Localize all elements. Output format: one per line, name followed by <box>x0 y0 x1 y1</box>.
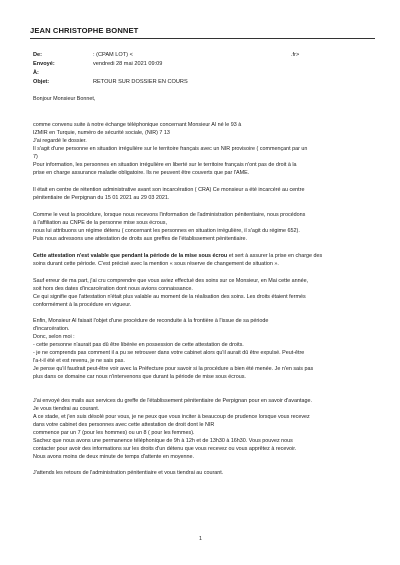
body-line: soins durant cette période. C'est précisé avec la mention « sous réserve de changement de situation ». <box>33 261 279 267</box>
body-line: conformément à la procédure en vigueur. <box>33 302 132 308</box>
body-line: dans votre cabinet des personnes avec cette attestation de droit dont le NIR <box>33 422 215 428</box>
body-line: J'ai regardé le dossier. <box>33 138 87 144</box>
body-line: Sauf erreur de ma part, j'ai cru comprendre que vous aviez effectué des soins sur ce Monsieur, en Mai cette année, <box>33 278 309 284</box>
sender-name: JEAN CHRISTOPHE BONNET <box>30 26 139 35</box>
body-line-emphasis <box>33 253 322 260</box>
body-line: d'incarcération. <box>33 326 70 332</box>
validity-text-rest: et sert à assurer la prise en charge des <box>227 253 323 259</box>
from-value: : (CPAM LOT) < <box>93 52 133 58</box>
greeting: Bonjour Monsieur Bonnet, <box>33 96 96 102</box>
body-line: nous lui attribuons un régime détenu ( concernant les personnes en situation irrégulière, il s'agit du régime 652). <box>33 228 300 234</box>
body-line: commence par un 7 (pour les hommes) ou un 8 ( pour les femmes). <box>33 430 195 436</box>
body-line: Enfin, Monsieur Al faisait l'objet d'une procédure de reconduite à la frontière à l'issue de sa période <box>33 318 269 324</box>
body-line: soit hors des dates d'incarcération dont nous avions connaissance. <box>33 286 193 292</box>
body-line: contacter pour avoir des informations sur les droits d'un détenu que vous recevez ou vous apprêtez à recevoir. <box>33 446 297 452</box>
subject-value: RETOUR SUR DOSSIER EN COURS <box>93 79 188 85</box>
sent-label: Envoyé: <box>33 61 55 67</box>
body-line: Nous avons moins de deux minute de temps d'attente en moyenne. <box>33 454 195 460</box>
body-line: l'a-t-il été et est revenu, je ne sais pas. <box>33 358 125 364</box>
body-line: 7) <box>33 154 38 160</box>
body-line: Je pense qu'il faudrait peut-être voir avec la Préfecture pour savoir si la procédure a bien été menée. Je n'en sais pas <box>33 366 314 372</box>
body-line: Je vous tiendrai au courant. <box>33 406 100 412</box>
header-top-rule <box>30 38 375 39</box>
sent-value: vendredi 28 mai 2021 09:09 <box>93 61 163 67</box>
from-label: De: <box>33 52 43 58</box>
body-line: Donc, selon moi : <box>33 334 75 340</box>
body-line: - je ne comprends pas comment il a pu se retrouver dans votre cabinet alors qu'il aurait dû être expulsé. Peut-être <box>33 350 305 356</box>
body-line: Il était en centre de rétention administrative avant son incarcération ( CRA) Ce monsieur a été incarcéré au centre <box>33 187 305 193</box>
bold-validity-text: Cette attestation n'est valable que pendant la période de la mise sous écrou <box>33 253 228 259</box>
body-line: A ce stade, et j'en suis désolé pour vous, je ne peux que vous inciter à beaucoup de prudence lorsque vous recevez <box>33 414 310 420</box>
subject-label: Objet: <box>33 79 50 85</box>
body-line: comme convenu suite à notre échange téléphonique concernant Monsieur Al né le 93 à <box>33 122 242 128</box>
body-line: - cette personne n'aurait pas dû être libérée en possession de cette attestation de droits. <box>33 342 244 348</box>
body-line: J'ai envoyé des mails aux services du greffe de l'établissement pénitentiaire de Perpignan pour en savoir d'avantage. <box>33 398 312 404</box>
from-value-domain: .fr> <box>291 52 300 58</box>
body-line: plus dans ce domaine car nous n'intervenons que durant la période de mise sous écrous. <box>33 374 246 380</box>
body-line: Pour information, les personnes en situation irrégulière en liberté sur le territoire français n'ont pas de droit à la <box>33 162 297 168</box>
body-line: prise en charge assurance maladie obligatoire. Ils ne peuvent être couverts que par l'AME. <box>33 170 250 176</box>
page-number: 1 <box>199 536 202 542</box>
body-line: pénitentiaire de Perpignan du 15 01 2021 au 29 03 2021. <box>33 195 170 201</box>
closing-line: J'attends les retours de l'administration pénitentiaire et vous tiendrai au courant. <box>33 470 224 476</box>
body-line: Puis nous adressons une attestation de droits aux greffes de l'établissement pénitentiaire. <box>33 236 247 242</box>
body-line: Il s'agit d'une personne en situation irrégulière sur le territoire français avec un NIR provisoire ( commençant par un <box>33 146 308 152</box>
to-label: À: <box>33 70 39 76</box>
body-line: à l'affiliation au CNPE de la personne mise sous écrous, <box>33 220 167 226</box>
body-line: Ce qui signifie que l'attestation n'était plus valable au moment de la réalisation des soins. Les droits étaient fermés <box>33 294 306 300</box>
body-line: Sachez que nous avons une permanence téléphonique de 9h à 12h et de 13h30 à 16h30. Vous pouvez nous <box>33 438 293 444</box>
body-line: Comme le veut la procédure, lorsque nous recevons l'information de l'administration pénitentiaire, nous procédons <box>33 212 306 218</box>
body-line: IZMIR en Turquie, numéro de sécurité sociale, (NIR) 7 13 <box>33 130 170 136</box>
